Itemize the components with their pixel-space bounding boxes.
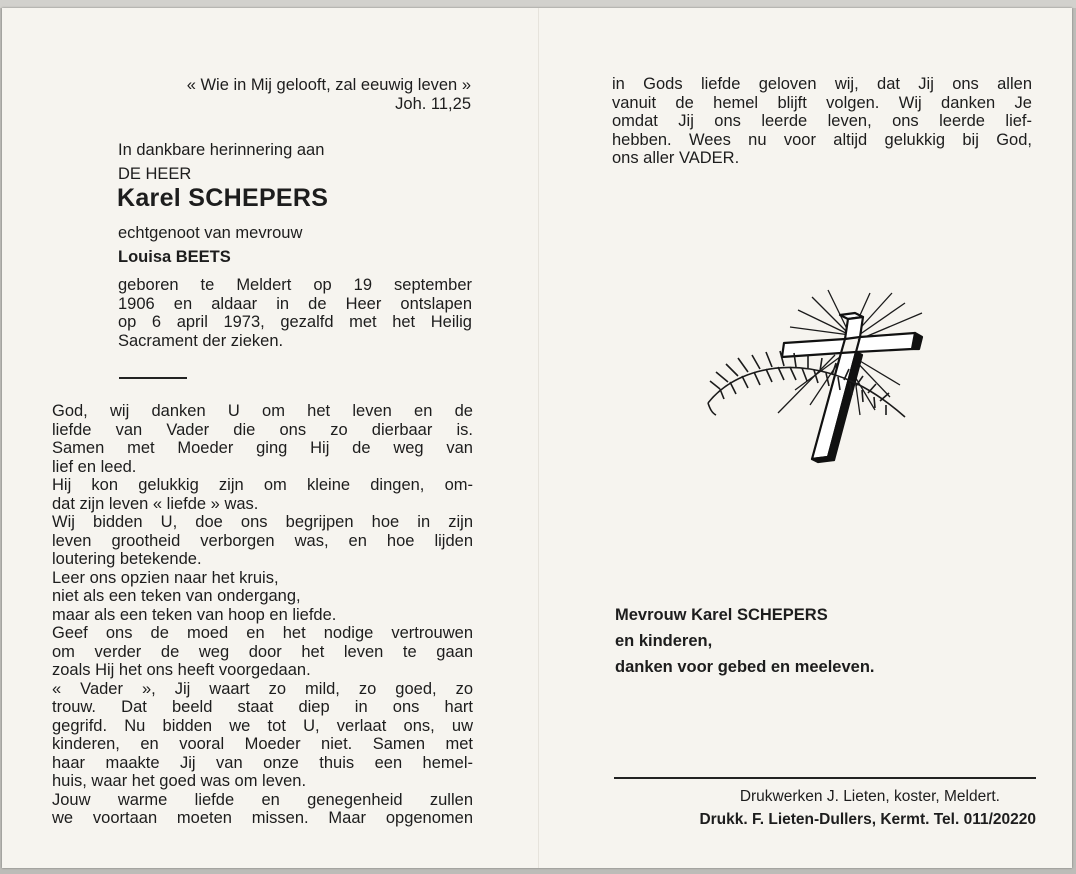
card-fold [538, 8, 539, 868]
acknowledgement [615, 602, 875, 680]
bio-line: 1906 en aldaar in de Heer ontslapen [118, 294, 472, 313]
prayer-line: dat zijn leven « liefde » was. [52, 494, 259, 513]
bio-line: geboren te Meldert op 19 september [118, 276, 472, 294]
printer-divider [614, 777, 1036, 779]
prayer-line: Leer ons opzien naar het kruis, [52, 568, 279, 587]
prayer-line: om verder de weg door het leven te gaan [52, 642, 473, 661]
spouse-intro: echtgenoot van mevrouw [118, 224, 303, 242]
prayer-line: Hij kon gelukkig zijn om kleine dingen, om- [52, 476, 473, 494]
prayer-line: omdat Jij ons leerde leven, ons leerde lief- [612, 112, 1032, 130]
verse-quote: « Wie in Mij gelooft, zal eeuwig leven » [186, 76, 471, 94]
prayer-text [52, 402, 473, 828]
prayer-line: gegrifd. Nu bidden we tot U, verlaat ons, uw [52, 716, 473, 735]
scan-background [0, 0, 1076, 8]
biography [118, 276, 472, 350]
prayer-line: Geef ons de moed en het nodige vertrouwen [52, 624, 473, 642]
thanks-line: danken voor gebed en meeleven. [615, 658, 875, 676]
divider-line [119, 377, 187, 379]
prayer-line: niet als een teken van ondergang, [52, 587, 301, 605]
prayer-line: loutering betekende. [52, 550, 202, 568]
prayer-line: Samen met Moeder ging Hij de weg van [52, 439, 473, 457]
printer-line-2: Drukk. F. Lieten-Dullers, Kermt. Tel. 011/20220 [699, 811, 1036, 828]
spouse-name: Louisa BEETS [118, 248, 231, 266]
prayer-line: haar maakte Jij van onze thuis een hemel- [52, 753, 473, 772]
prayer-line: huis, waar het goed was om leven. [52, 772, 307, 790]
honorific-title: DE HEER [118, 165, 192, 183]
bible-verse [116, 76, 471, 114]
prayer-line: « Vader », Jij waart zo mild, zo goed, zo [52, 679, 473, 698]
prayer-line: leven grootheid verborgen was, en hoe lijden [52, 531, 473, 550]
prayer-continuation [612, 75, 1032, 168]
verse-reference: Joh. 11,25 [395, 95, 471, 113]
prayer-line: in Gods liefde geloven wij, dat Jij ons allen [612, 75, 1032, 93]
bio-line: Sacrament der zieken. [118, 331, 284, 350]
prayer-line: hebben. Wees nu voor altijd gelukkig bij God, [612, 130, 1032, 149]
cross-with-palm-icon [700, 285, 940, 470]
prayer-line: we voortaan moeten missen. Maar opgenomen [52, 809, 473, 827]
prayer-line: kinderen, en vooral Moeder niet. Samen met [52, 735, 473, 753]
prayer-line: lief en leed. [52, 457, 137, 476]
deceased-name: Karel SCHEPERS [117, 184, 329, 212]
prayer-line: Wij bidden U, doe ons begrijpen hoe in zijn [52, 513, 473, 531]
bio-line: op 6 april 1973, gezalfd met het Heilig [118, 313, 472, 331]
prayer-line: God, wij danken U om het leven en de [52, 402, 473, 420]
thanks-line: Mevrouw Karel SCHEPERS [615, 606, 828, 624]
prayer-line: Jouw warme liefde en genegenheid zullen [52, 790, 473, 809]
prayer-line: trouw. Dat beeld staat diep in ons hart [52, 698, 473, 716]
prayer-line: ons aller VADER. [612, 149, 740, 167]
prayer-line: maar als een teken van hoop en liefde. [52, 605, 337, 624]
prayer-line: liefde van Vader die ons zo dierbaar is. [52, 420, 473, 439]
prayer-line: zoals Hij het ons heeft voorgedaan. [52, 661, 311, 679]
prayer-line: vanuit de hemel blijft volgen. Wij danken Je [612, 93, 1032, 112]
printer-line-1: Drukwerken J. Lieten, koster, Meldert. [739, 788, 1000, 805]
thanks-line: en kinderen, [615, 632, 713, 650]
intro-line: In dankbare herinnering aan [118, 141, 325, 159]
